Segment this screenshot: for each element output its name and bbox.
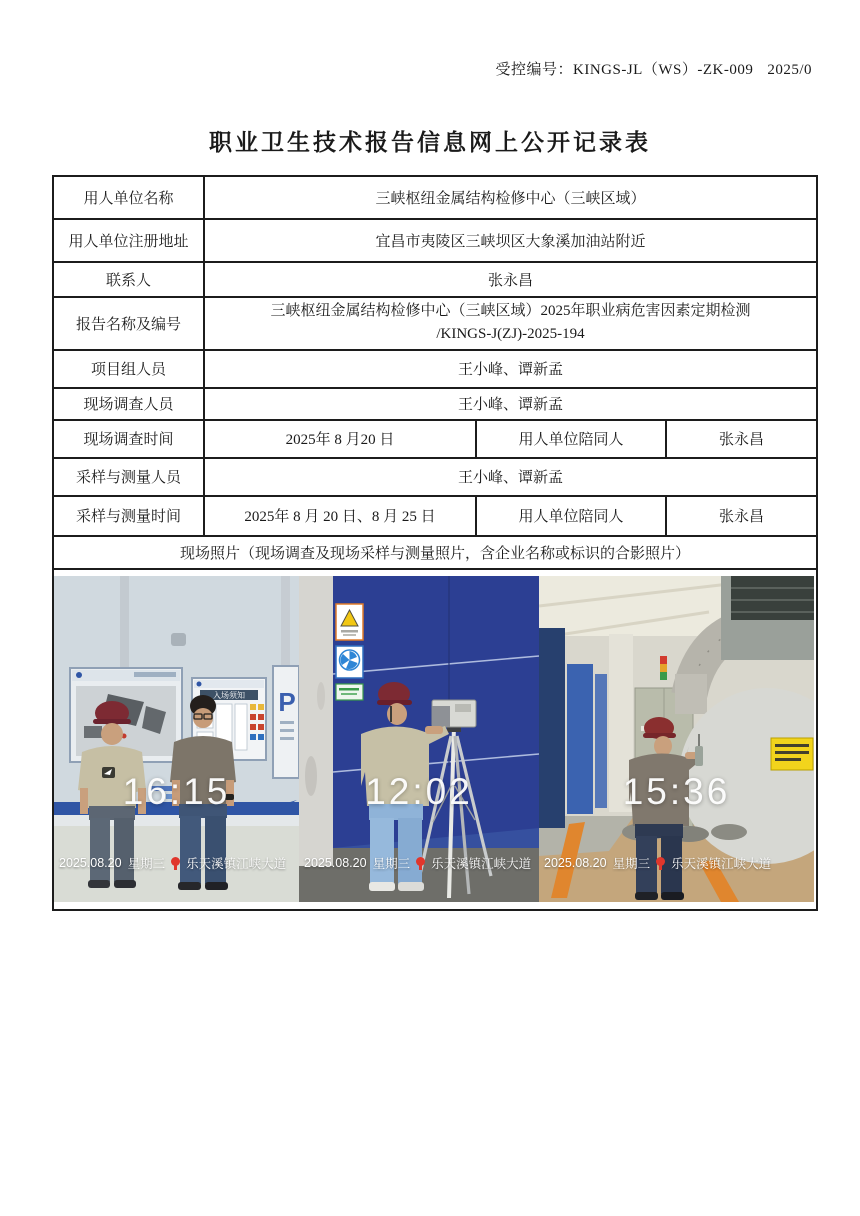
watermark-weekday: 星期三 [612, 857, 651, 871]
watermark-weekday: 星期三 [372, 857, 411, 871]
timestamp-watermark: 16:15 [122, 771, 231, 812]
control-number-code: KINGS-JL（WS）-ZK-009 [573, 62, 754, 78]
survey-companion-label: 用人单位陪同人 [476, 420, 666, 458]
photo-group [54, 576, 299, 902]
photo-row [53, 569, 817, 910]
report-name: 三峡枢纽金属结构检修中心（三峡区域）2025年职业病危害因素定期检测 [270, 303, 751, 319]
watermark-date: 2025.08.20 [59, 856, 122, 870]
survey-time-value: 2025年 8 月20 日 [204, 420, 476, 458]
watermark-weekday: 星期三 [127, 857, 166, 871]
sampling-companion-label: 用人单位陪同人 [476, 496, 666, 536]
table-row [53, 176, 817, 219]
date-watermark [544, 854, 814, 872]
watermark-location: 乐天溪镇江峡大道 [671, 857, 772, 871]
location-pin-icon [656, 857, 665, 870]
table-row [53, 350, 817, 388]
photo-strip [54, 576, 814, 902]
watermark-date: 2025.08.20 [304, 856, 367, 870]
table-row [53, 420, 817, 458]
survey-time-label: 现场调查时间 [53, 420, 204, 458]
sampling-instrument [432, 700, 476, 727]
downpipe-left-icon [120, 576, 129, 678]
table-row [53, 262, 817, 297]
control-number-rev: 2025/0 [767, 62, 812, 78]
watermark-date: 2025.08.20 [544, 856, 607, 870]
location-pin-icon [416, 857, 425, 870]
record-table [52, 175, 818, 911]
control-number [495, 58, 812, 79]
report-number: /KINGS-J(ZJ)-2025-194 [436, 326, 585, 343]
survey-staff-value: 王小峰、谭新孟 [204, 388, 817, 420]
signal-light-icon [660, 656, 667, 680]
project-team-value: 王小峰、谭新孟 [204, 350, 817, 388]
notice-board-title: 入场须知 [213, 691, 245, 700]
green-sign-icon [336, 684, 363, 700]
photos-caption: 现场照片（现场调查及现场采样与测量照片，含企业名称或标识的合影照片） [53, 536, 817, 569]
page-title: 职业卫生技术报告信息网上公开记录表 [209, 130, 651, 155]
photo-sampling [299, 576, 539, 902]
sampling-time-value: 2025年 8 月 20 日、8 月 25 日 [204, 496, 476, 536]
employer-address-label: 用人单位注册地址 [53, 219, 204, 262]
sampling-staff-value: 王小峰、谭新孟 [204, 458, 817, 496]
table-row [53, 297, 817, 350]
photo-measuring [539, 576, 814, 902]
downpipe-right-icon [281, 576, 290, 668]
table-row [53, 496, 817, 536]
watermark-location: 乐天溪镇江峡大道 [431, 857, 532, 871]
employer-name-value: 三峡枢纽金属结构检修中心（三峡区域） [204, 176, 817, 219]
table-row [53, 219, 817, 262]
survey-companion-value: 张永昌 [666, 420, 817, 458]
timestamp-watermark: 12:02 [365, 771, 473, 812]
employer-name-label: 用人单位名称 [53, 176, 204, 219]
report-value [204, 297, 817, 350]
photos-cell [53, 569, 817, 910]
date-watermark [304, 854, 539, 872]
date-watermark [59, 854, 299, 872]
table-row [53, 388, 817, 420]
sampling-time-label: 采样与测量时间 [53, 496, 204, 536]
control-number-label: 受控编号： [495, 62, 573, 78]
pillar [299, 576, 333, 866]
location-pin-icon [171, 857, 180, 870]
contact-person-value: 张永昌 [204, 262, 817, 297]
employer-address-value: 宜昌市夷陵区三峡坝区大象溪加油站附近 [204, 219, 817, 262]
rooftop-unit [721, 576, 814, 660]
parking-sign: P [278, 687, 296, 717]
table-row [53, 458, 817, 496]
ventilation-sign-icon [336, 646, 363, 678]
sampling-staff-label: 采样与测量人员 [53, 458, 204, 496]
report-label: 报告名称及编号 [53, 297, 204, 350]
warning-sign-icon [336, 604, 363, 640]
sampling-companion-value: 张永昌 [666, 496, 817, 536]
table-row [53, 536, 817, 569]
survey-staff-label: 现场调查人员 [53, 388, 204, 420]
contact-person-label: 联系人 [53, 262, 204, 297]
parking-board [273, 666, 299, 778]
timestamp-watermark: 15:36 [622, 771, 731, 812]
project-team-label: 项目组人员 [53, 350, 204, 388]
watermark-location: 乐天溪镇江峡大道 [186, 857, 287, 871]
wall-patch [171, 633, 186, 646]
